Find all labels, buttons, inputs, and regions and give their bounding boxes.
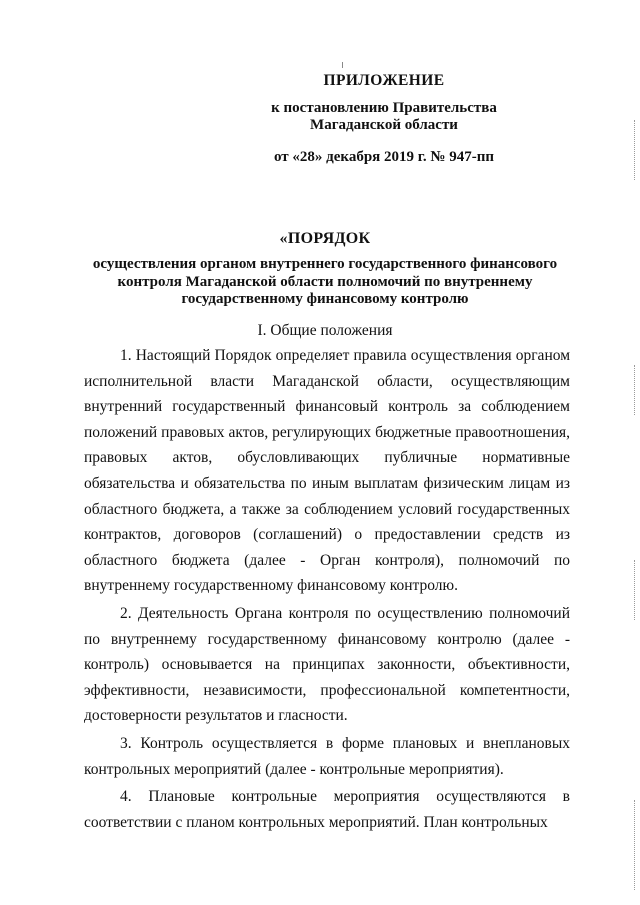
section-heading: I. Общие положения	[257, 322, 393, 339]
scan-edge-mark	[634, 365, 638, 415]
annex-line-1: к постановлению Правительства	[271, 100, 497, 116]
scan-speck	[342, 62, 343, 68]
paragraph-4: 4. Плановые контрольные мероприятия осуществляются в соответствии с планом контрольных мероприятий. План контрольных	[84, 788, 570, 831]
scan-edge-mark	[634, 800, 638, 890]
paragraph-2: 2. Деятельность Органа контроля по осуществлению полномочий по внутреннему государственному финансовому контролю (далее - контроль) основывается на принципах законности, объективности, эффективности, независимости, профессиональной компетентности, достоверности результатов и гласности.	[84, 604, 570, 725]
annex-reference	[234, 100, 534, 134]
annex-block	[234, 72, 534, 166]
document-body	[84, 343, 570, 835]
scan-edge-mark	[634, 120, 638, 180]
annex-heading: ПРИЛОЖЕНИЕ	[323, 72, 445, 89]
paragraph-3: 3. Контроль осуществляется в форме плановых и внеплановых контрольных мероприятий (далее - контрольные мероприятия).	[84, 734, 570, 778]
scan-edge-mark	[634, 560, 638, 620]
annex-date: от «28» декабря 2019 г. № 947-пп	[273, 149, 494, 165]
paragraph-1: 1. Настоящий Порядок определяет правила осуществления органом исполнительной власти Магаданской области, осуществляющим внутренний государственный финансовый контроль за соблюдением положений правовых актов, регулирующих бюджетные правоотношения, правовых актов, обусловливающих публичные нормативные обязательства и обязательства по иным выплатам физическим лицам из областного бюджета, а также за соблюдением условий государственных контрактов, договоров (соглашений) о предоставлении средств из областного бюджета (далее - Орган контроля), полномочий по внутреннему государственному финансовому контролю.	[84, 347, 570, 595]
document-title: «ПОРЯДОК	[279, 230, 371, 247]
annex-line-2: Магаданской области	[310, 117, 458, 133]
document-subtitle: осуществления органом внутреннего государственного финансового контроля Магаданской области полномочий по внутреннему государственному финансовому контролю	[92, 256, 558, 307]
